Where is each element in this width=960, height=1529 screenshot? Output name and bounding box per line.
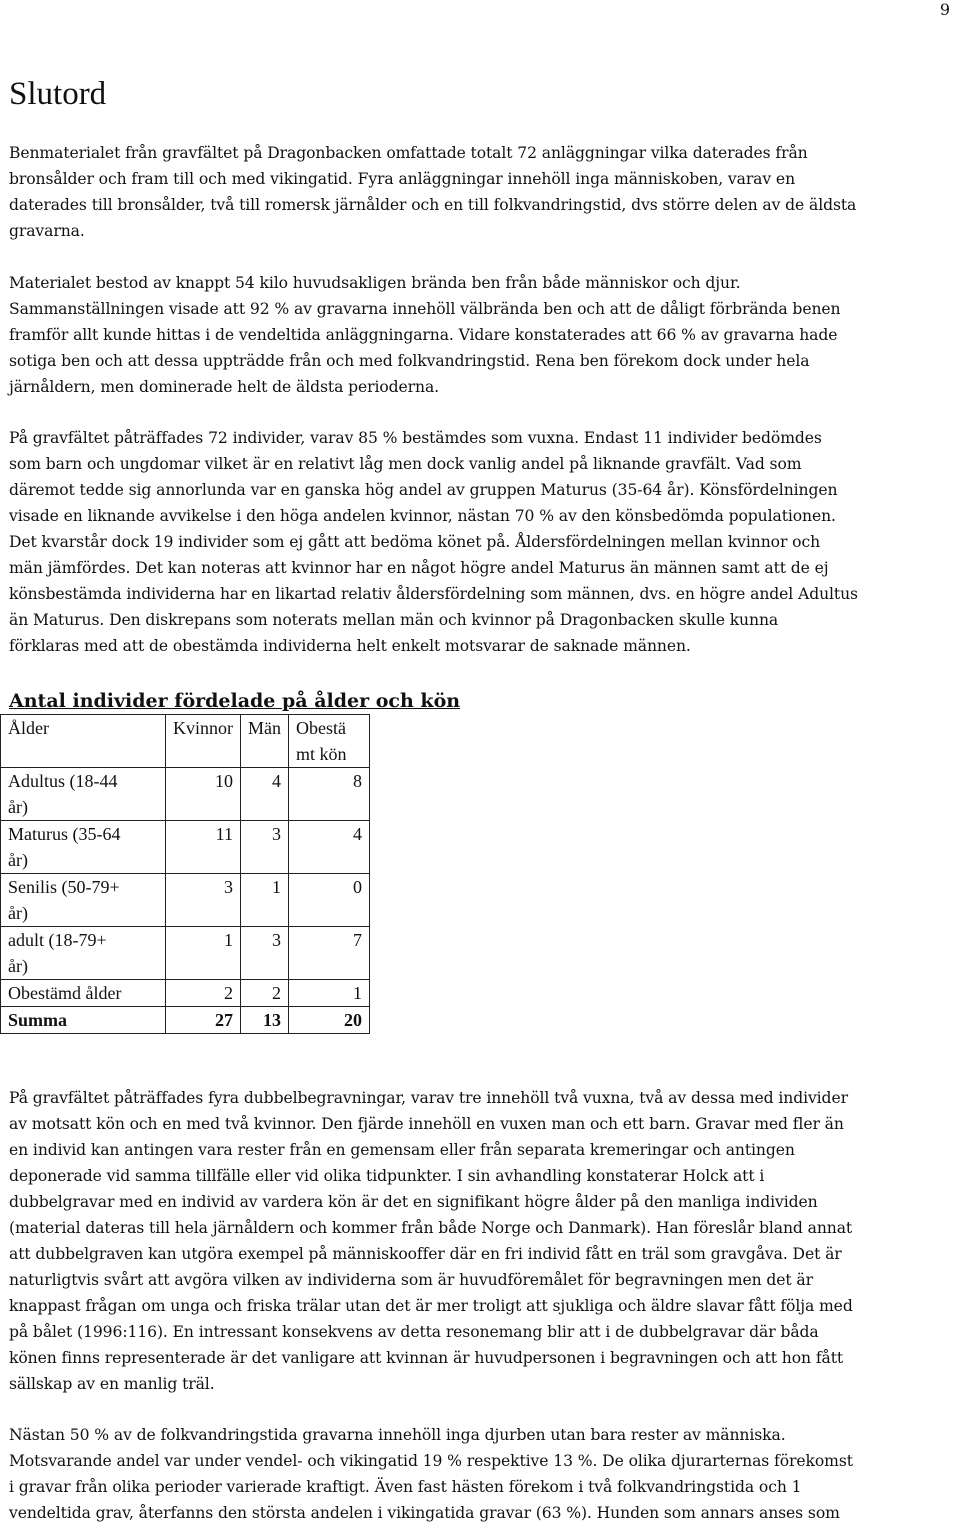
row-label: Obestämd ålder <box>1 980 166 1007</box>
cell-kvinnor: 2 <box>166 980 241 1007</box>
header-obestamt <box>289 715 370 768</box>
header-obestamt-line2: mt kön <box>296 744 347 764</box>
paragraph-text <box>9 1422 955 1526</box>
text-line: att dubbelgraven kan utgöra exempel på människooffer där en fri individ fått en träl som gravgåva. Det är <box>9 1245 842 1263</box>
text-line: sotiga ben och att dessa uppträdde från och med folkvandringstid. Rena ben förekom dock under hela <box>9 352 810 370</box>
header-kvinnor: Kvinnor <box>166 715 241 768</box>
text-line: framför allt kunde hittas i de vendeltida anläggningarna. Vidare konstaterades att 66 % av gravarna hade <box>9 326 838 344</box>
text-line: Materialet bestod av knappt 54 kilo huvudsakligen brända ben från både människor och djur. <box>9 274 741 292</box>
table-row <box>1 768 370 821</box>
paragraph-text <box>9 425 955 659</box>
row-label <box>1 768 166 821</box>
row-label-line1: Maturus (35-64 <box>8 824 121 844</box>
text-line: sällskap av en manlig träl. <box>9 1375 215 1393</box>
cell-kvinnor: 1 <box>166 927 241 980</box>
row-label <box>1 874 166 927</box>
header-obestamt-line1: Obestä <box>296 718 346 738</box>
cell-kvinnor: 3 <box>166 874 241 927</box>
paragraph-text <box>9 1085 955 1397</box>
paragraph-1 <box>9 140 955 244</box>
cell-kvinnor: 11 <box>166 821 241 874</box>
text-line: i gravar från olika perioder varierade kraftigt. Även fast hästen förekom i två folkvandringstida och 1 <box>9 1478 802 1496</box>
text-line: På gravfältet påträffades 72 individer, varav 85 % bestämdes som vuxna. Endast 11 individer bedömdes <box>9 429 822 447</box>
sum-obestamt: 20 <box>289 1007 370 1034</box>
text-line: än Maturus. Den diskrepans som noterats mellan män och kvinnor på Dragonbacken skulle kunna <box>9 611 779 629</box>
row-label-line1: Adultus (18-44 <box>8 771 118 791</box>
table-row <box>1 821 370 874</box>
row-label-line2: år) <box>8 797 28 817</box>
page-number: 9 <box>939 0 950 19</box>
cell-man: 1 <box>241 874 289 927</box>
row-label-line1: Senilis (50-79+ <box>8 877 120 897</box>
paragraph-4 <box>9 1085 955 1397</box>
text-line: av motsatt kön och en med två kvinnor. Den fjärde innehöll en vuxen man och ett barn. Gravar med fler än <box>9 1115 844 1133</box>
cell-obestamt: 0 <box>289 874 370 927</box>
row-label <box>1 927 166 980</box>
text-line: visade en liknande avvikelse i den höga andelen kvinnor, nästan 70 % av den könsbedömda populationen. <box>9 507 836 525</box>
text-line: bronsålder och fram till och med vikingatid. Fyra anläggningar innehöll inga människoben, varav en <box>9 170 796 188</box>
cell-man: 3 <box>241 821 289 874</box>
cell-man: 4 <box>241 768 289 821</box>
age-sex-table <box>0 714 370 1034</box>
text-line: deponerade vid samma tillfälle eller vid olika tidpunkter. I sin avhandling konstaterar Holck att i <box>9 1167 765 1185</box>
sum-label: Summa <box>1 1007 166 1034</box>
table-row <box>1 980 370 1007</box>
text-line: på bålet (1996:116). En intressant konsekvens av detta resonemang blir att i de dubbelgravar där båda <box>9 1323 819 1341</box>
sum-kvinnor: 27 <box>166 1007 241 1034</box>
page-title: Slutord <box>9 76 107 112</box>
cell-obestamt: 8 <box>289 768 370 821</box>
text-line: vendeltida grav, återfanns den största andelen i vikingatida gravar (63 %). Hunden som annars anses som <box>9 1504 840 1522</box>
text-line: som barn och ungdomar vilket är en relativt låg men dock vanlig andel på liknande gravfält. Vad som <box>9 455 802 473</box>
text-line: järnåldern, men dominerade helt de äldsta perioderna. <box>9 378 440 396</box>
text-line: Benmaterialet från gravfältet på Dragonbacken omfattade totalt 72 anläggningar vilka daterades från <box>9 144 808 162</box>
text-line: gravarna. <box>9 222 85 240</box>
paragraph-text <box>9 140 955 244</box>
text-line: På gravfältet påträffades fyra dubbelbegravningar, varav tre innehöll två vuxna, två av dessa med individer <box>9 1089 848 1107</box>
row-label <box>1 821 166 874</box>
row-label-line2: år) <box>8 903 28 923</box>
cell-obestamt: 4 <box>289 821 370 874</box>
text-line: könen finns representerade är det vanligare att kvinnan är huvudpersonen i begravningen och att hon fått <box>9 1349 844 1367</box>
sum-man: 13 <box>241 1007 289 1034</box>
cell-obestamt: 7 <box>289 927 370 980</box>
text-line: män jämfördes. Det kan noteras att kvinnor har en något högre andel Maturus än männen samt att de ej <box>9 559 829 577</box>
table-row <box>1 874 370 927</box>
text-line: förklaras med att de obestämda individerna helt enkelt motsvarar de saknade männen. <box>9 637 691 655</box>
table-sum-row <box>1 1007 370 1034</box>
text-line: Sammanställningen visade att 92 % av gravarna innehöll välbrända ben och att de dåligt förbrända benen <box>9 300 841 318</box>
row-label-line2: år) <box>8 956 28 976</box>
text-line: en individ kan antingen vara rester från en gemensam eller från separata kremeringar och antingen <box>9 1141 795 1159</box>
table-row <box>1 927 370 980</box>
row-label-line2: år) <box>8 850 28 870</box>
paragraph-2 <box>9 270 955 400</box>
cell-man: 3 <box>241 927 289 980</box>
header-man: Män <box>241 715 289 768</box>
text-line: knappast frågan om unga och friska trälar utan det är mer troligt att sjukliga och äldre slavar fått följa med <box>9 1297 853 1315</box>
header-alder: Ålder <box>1 715 166 768</box>
cell-man: 2 <box>241 980 289 1007</box>
text-line: Motsvarande andel var under vendel- och vikingatid 19 % respektive 13 %. De olika djurarternas förekomst <box>9 1452 853 1470</box>
row-label-line1: adult (18-79+ <box>8 930 107 950</box>
text-line: däremot tedde sig annorlunda var en ganska hög andel av gruppen Maturus (35-64 år). Könsfördelningen <box>9 481 838 499</box>
paragraph-5 <box>9 1422 955 1526</box>
paragraph-3 <box>9 425 955 659</box>
text-line: Nästan 50 % av de folkvandringstida gravarna innehöll inga djurben utan bara rester av människa. <box>9 1426 786 1444</box>
text-line: (material dateras till hela järnåldern och kommer från både Norge och Danmark). Han föreslår bland annat <box>9 1219 853 1237</box>
paragraph-text <box>9 270 955 400</box>
text-line: Det kvarstår dock 19 individer som ej gått att bedöma könet på. Åldersfördelningen mellan kvinnor och <box>9 533 821 551</box>
text-line: daterades till bronsålder, två till romersk järnålder och en till folkvandringstid, dvs större delen av de äldsta <box>9 196 857 214</box>
text-line: könsbestämda individerna har en likartad relativ åldersfördelning som männen, dvs. en högre andel Adultus <box>9 585 858 603</box>
cell-kvinnor: 10 <box>166 768 241 821</box>
table-title: Antal individer fördelade på ålder och kön <box>9 690 461 712</box>
table-header-row <box>1 715 370 768</box>
cell-obestamt: 1 <box>289 980 370 1007</box>
text-line: naturligtvis svårt att avgöra vilken av individerna som är huvudföremålet för begravningen men det är <box>9 1271 813 1289</box>
text-line: dubbelgravar med en individ av vardera kön är det en signifikant högre ålder på den manliga individen <box>9 1193 818 1211</box>
